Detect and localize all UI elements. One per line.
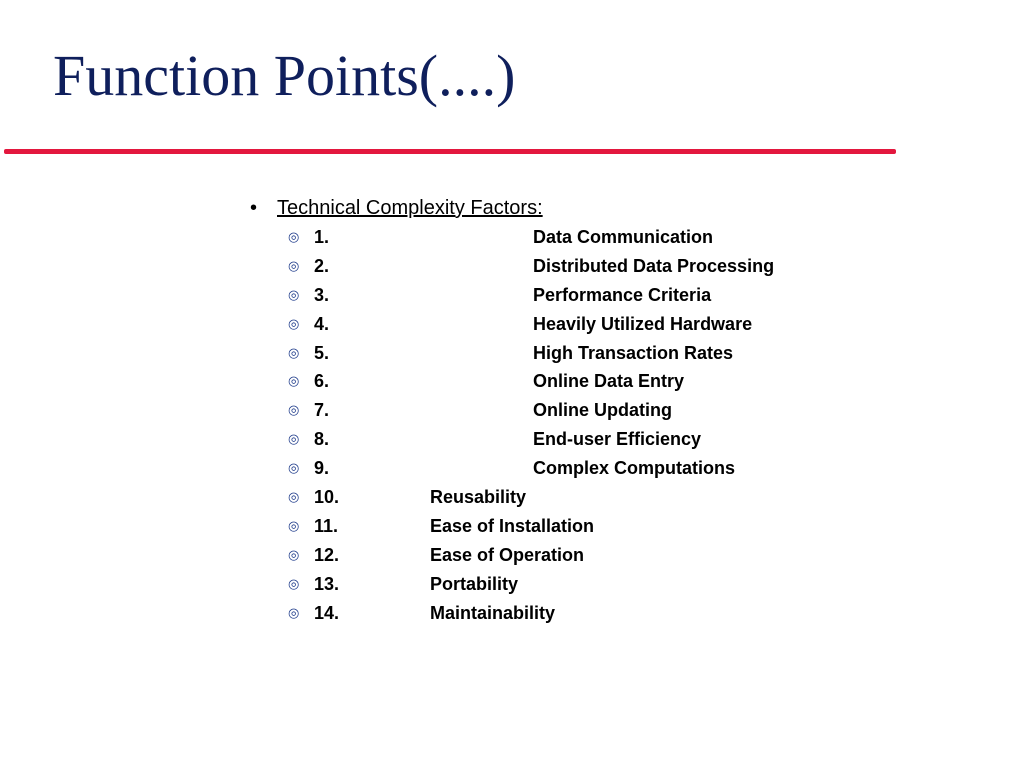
item-number: 2.	[314, 255, 330, 276]
item-number: 6.	[314, 371, 330, 392]
bullet-icon: •	[250, 197, 258, 219]
circled-ring-bullet-icon: ◎	[288, 402, 300, 418]
circled-ring-bullet-icon: ◎	[288, 373, 300, 389]
item-label: Maintainability	[430, 602, 556, 623]
title-divider	[4, 149, 896, 154]
item-number: 10.	[314, 487, 340, 508]
section-heading: Technical Complexity Factors:	[277, 197, 543, 219]
item-label: Complex Computations	[533, 458, 736, 479]
circled-ring-bullet-icon: ◎	[288, 546, 300, 562]
item-label: Performance Criteria	[533, 284, 712, 305]
circled-ring-bullet-icon: ◎	[288, 460, 300, 476]
item-number: 9.	[314, 458, 330, 479]
circled-ring-bullet-icon: ◎	[288, 604, 300, 620]
circled-ring-bullet-icon: ◎	[288, 489, 300, 505]
circled-ring-bullet-icon: ◎	[288, 344, 300, 360]
item-number: 3.	[314, 284, 330, 305]
item-label: Online Data Entry	[533, 371, 685, 392]
item-number: 13.	[314, 573, 340, 594]
item-label: Reusability	[430, 487, 527, 508]
item-number: 7.	[314, 400, 330, 421]
circled-ring-bullet-icon: ◎	[288, 257, 300, 273]
item-label: Online Updating	[533, 400, 672, 421]
circled-ring-bullet-icon: ◎	[288, 315, 300, 331]
circled-ring-bullet-icon: ◎	[288, 575, 300, 591]
circled-ring-bullet-icon: ◎	[288, 517, 300, 533]
item-number: 11.	[314, 515, 339, 536]
item-label: Data Communication	[533, 227, 714, 247]
item-label: Distributed Data Processing	[533, 255, 775, 276]
item-number: 1.	[314, 227, 330, 247]
item-number: 12.	[314, 544, 340, 565]
item-label: Portability	[430, 573, 519, 594]
slide-title: Function Points(....)	[53, 43, 516, 108]
item-number: 5.	[314, 342, 330, 363]
item-label: End-user Efficiency	[533, 429, 702, 450]
item-number: 4.	[314, 313, 330, 334]
item-label: Ease of Operation	[430, 544, 585, 565]
circled-ring-bullet-icon: ◎	[288, 431, 300, 447]
item-number: 14.	[314, 602, 340, 623]
circled-ring-bullet-icon: ◎	[288, 286, 300, 302]
circled-ring-bullet-icon: ◎	[288, 229, 300, 244]
item-label: High Transaction Rates	[533, 342, 734, 363]
item-label: Heavily Utilized Hardware	[533, 313, 753, 334]
item-number: 8.	[314, 429, 330, 450]
item-label: Ease of Installation	[430, 515, 595, 536]
